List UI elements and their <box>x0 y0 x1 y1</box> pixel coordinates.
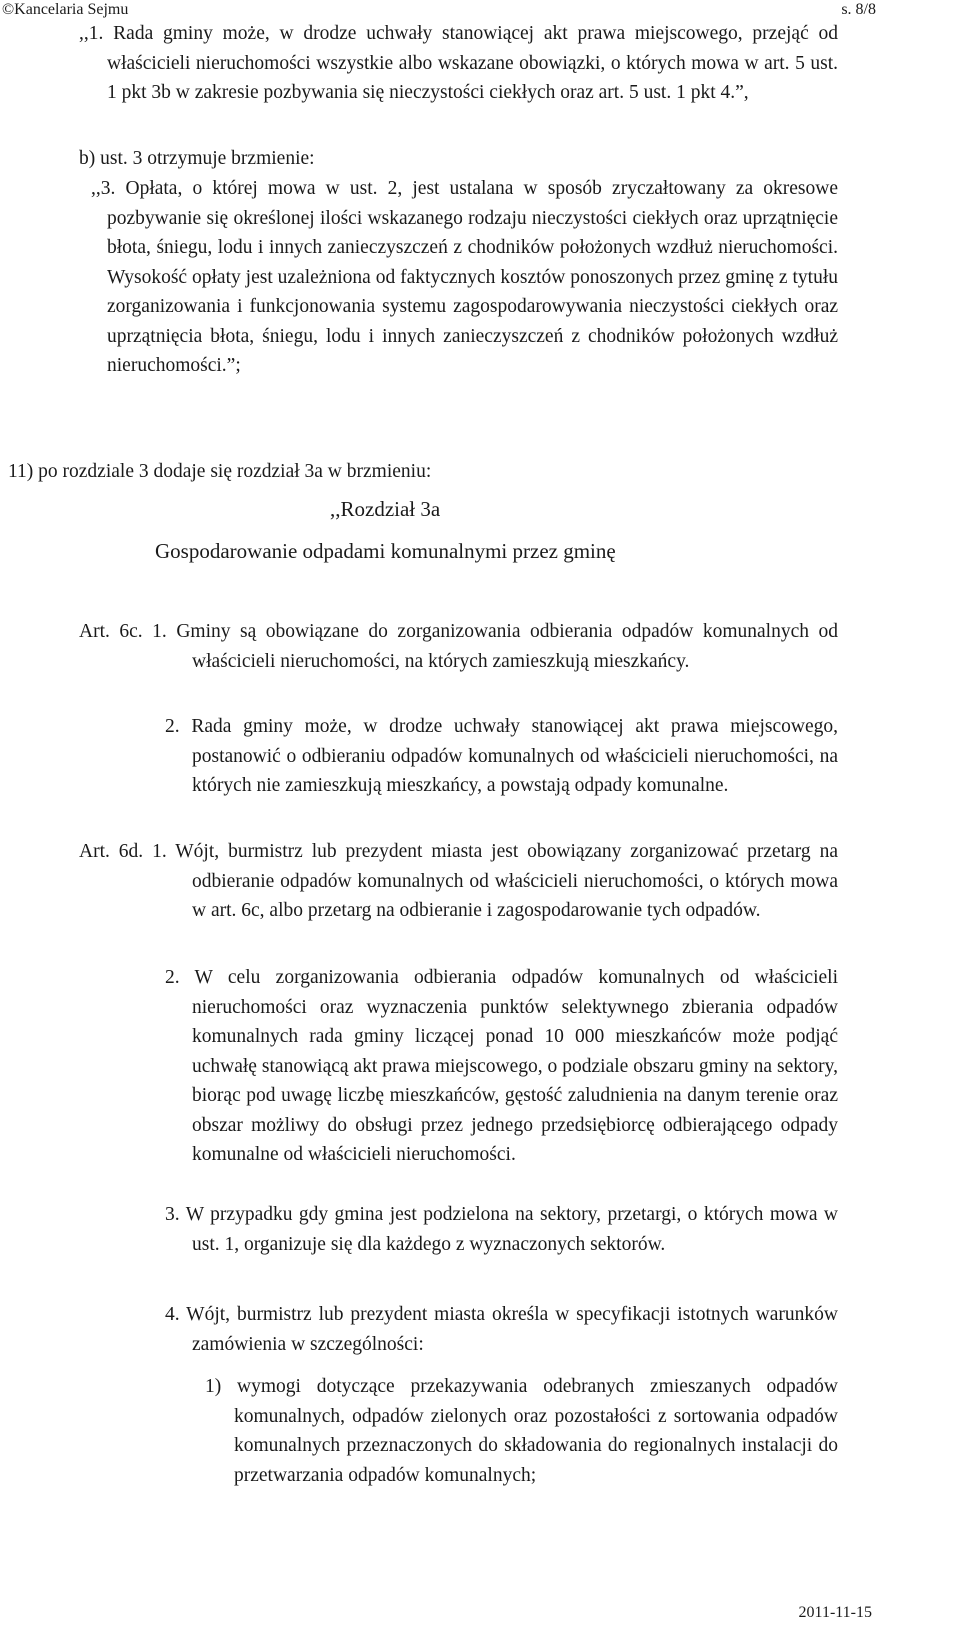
chapter-title: Gospodarowanie odpadami komunalnymi przez gminę <box>155 539 616 563</box>
point-b: b) ust. 3 otrzymuje brzmienie: <box>79 148 315 169</box>
art-6d-2: 2. W celu zorganizowania odbierania odpadów komunalnych od właścicieli nieruchomości oraz wyznaczenia punktów selektywnego zbierania odpadów komunalnych rada gminy liczącej ponad 10 000 mieszkańców może podjąć uchwałę stanowiącą akt prawa miejscowego, o podziale obszaru gminy na sektory, biorąc pod uwagę liczbę mieszkańców, gęstość zaludnienia na danym terenie oraz obszar możliwy do obsługi przez jednego przedsiębiorcę odbierającego odpady komunalne od właścicieli nieruchomości. <box>165 967 838 1165</box>
chapter-number: ,,Rozdział 3a <box>330 497 441 521</box>
art-6d-3: 3. W przypadku gdy gmina jest podzielona na sektory, przetargi, o których mowa w ust. 1, organizuje się dla każdego z wyznaczonych sektorów. <box>165 1204 838 1255</box>
art-6c-1: Art. 6c. 1. Gminy są obowiązane do zorganizowania odbierania odpadów komunalnych od właścicieli nieruchomości, na których zamieszkują mieszkańcy. <box>79 621 838 672</box>
paragraph-1: ,,1. Rada gminy może, w drodze uchwały stanowiącej akt prawa miejscowego, przejąć od właścicieli nieruchomości wszystkie albo wskazane obowiązki, o których mowa w art. 5 ust. 1 pkt 3b w zakresie pozbywania się nieczystości ciekłych oraz art. 5 ust. 1 pkt 4.”, <box>79 23 838 103</box>
paragraph-3: ,,3. Opłata, o której mowa w ust. 2, jest ustalana w sposób zryczałtowany za okresowe pozbywanie się określonej ilości wskazanego rodzaju nieczystości ciekłych oraz uprzątnięcie błota, śniegu, lodu i innych zanieczyszczeń z chodników położonych wzdłuż nieruchomości. Wysokość opłaty jest uzależniona od faktycznych kosztów ponoszonych przez gminę z tytułu zorganizowania i funkcjonowania systemu zagospodarowywania nieczystości ciekłych oraz uprzątnięcia błota, śniegu, lodu i innych zanieczyszczeń z chodników położonych wzdłuż nieruchomości.”; <box>91 178 838 376</box>
header-source: ©Kancelaria Sejmu <box>2 1 129 18</box>
point-11: 11) po rozdziale 3 dodaje się rozdział 3a w brzmieniu: <box>8 461 432 482</box>
page-number: s. 8/8 <box>841 1 876 18</box>
art-6d-4-point-1: 1) wymogi dotyczące przekazywania odebranych zmieszanych odpadów komunalnych, odpadów zielonych oraz pozostałości z sortowania odpadów komunalnych przeznaczonych do składowania do regionalnych instalacji do przetwarzania odpadów komunalnych; <box>205 1376 838 1486</box>
art-6d-1: Art. 6d. 1. Wójt, burmistrz lub prezydent miasta jest obowiązany zorganizować przetarg na odbieranie odpadów komunalnych od właścicieli nieruchomości, o których mowa w art. 6c, albo przetarg na odbieranie i zagospodarowanie tych odpadów. <box>79 841 838 921</box>
art-6d-4: 4. Wójt, burmistrz lub prezydent miasta określa w specyfikacji istotnych warunków zamówienia w szczególności: <box>165 1304 838 1355</box>
art-6c-2: 2. Rada gminy może, w drodze uchwały stanowiącej akt prawa miejscowego, postanowić o odbieraniu odpadów komunalnych od właścicieli nieruchomości, na których nie zamieszkują mieszkańcy, a powstają odpady komunalne. <box>165 716 838 796</box>
footer-date: 2011-11-15 <box>798 1604 872 1621</box>
